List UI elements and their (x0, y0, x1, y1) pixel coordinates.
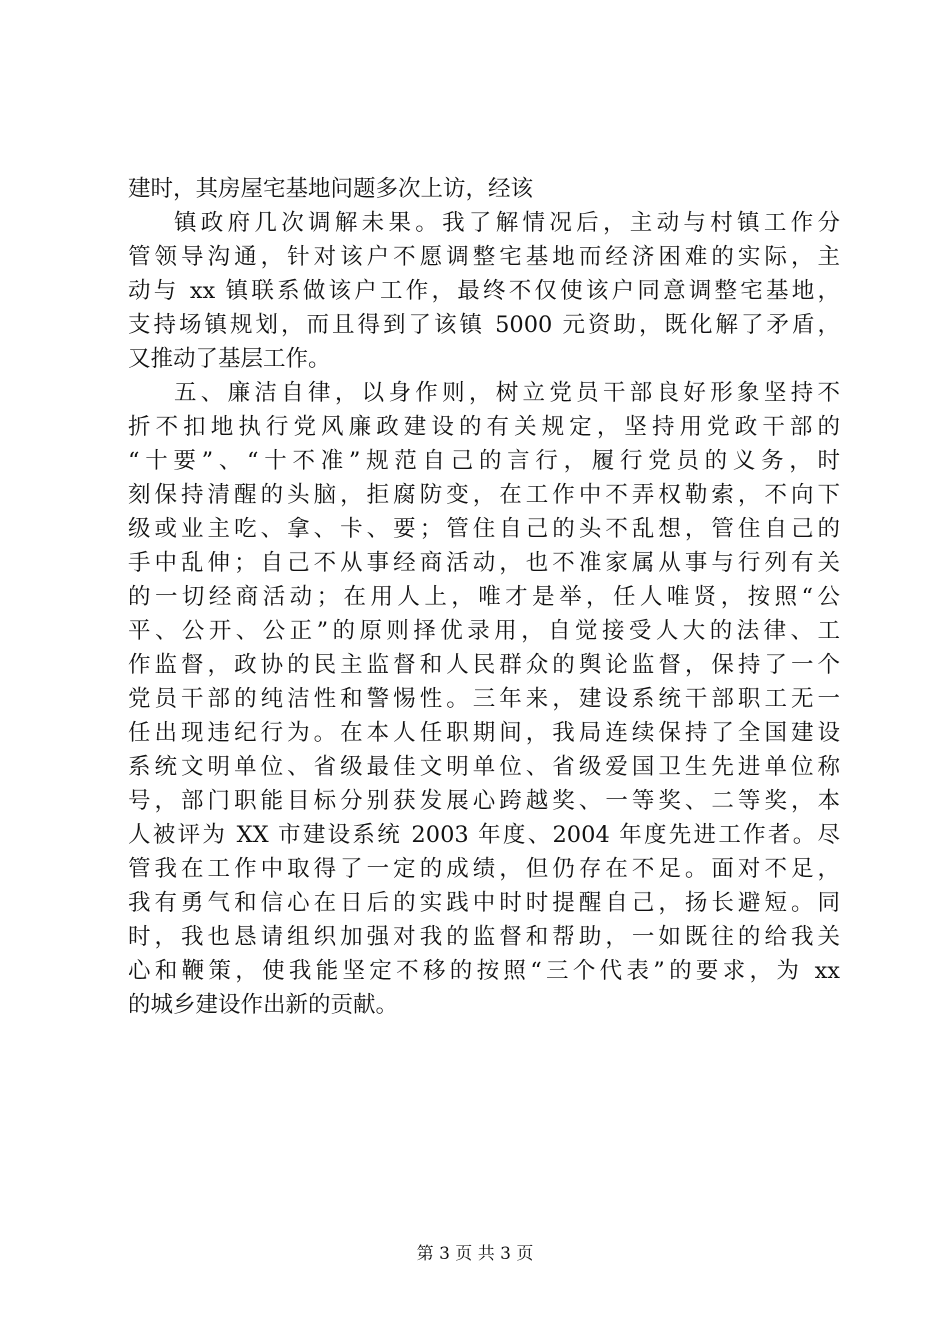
text-line: 系统文明单位、省级最佳文明单位、省级爱国卫生先进单位称 (128, 754, 840, 780)
text-line: 的一切经商活动；在用人上，唯才是举，任人唯贤，按照“公 (128, 584, 840, 610)
text-line: 建时，其房屋宅基地问题多次上访，经该 (128, 176, 534, 202)
text-line: 心和鞭策，使我能坚定不移的按照“三个代表”的要求，为 xx (128, 958, 840, 984)
text-line: 镇政府几次调解未果。我了解情况后，主动与村镇工作分 (174, 210, 840, 236)
text-line: 折不扣地执行党风廉政建设的有关规定，坚持用党政干部的 (128, 414, 840, 440)
text-line: 动与 xx 镇联系做该户工作，最终不仅使该户同意调整宅基地， (128, 278, 840, 304)
text-line: 作监督，政协的民主监督和人民群众的舆论监督，保持了一个 (128, 652, 840, 678)
text-line: “十要”、“十不准”规范自己的言行，履行党员的义务，时 (128, 448, 840, 474)
text-line: 人被评为 XX 市建设系统 2003 年度、2004 年度先进工作者。尽 (128, 822, 840, 848)
text-line: 时，我也恳请组织加强对我的监督和帮助，一如既往的给我关 (128, 924, 840, 950)
text-line: 的城乡建设作出新的贡献。 (128, 992, 399, 1018)
text-line: 刻保持清醒的头脑，拒腐防变，在工作中不弄权勒索，不向下 (128, 482, 840, 508)
text-line: 我有勇气和信心在日后的实践中时时提醒自己，扬长避短。同 (128, 890, 840, 916)
document-body (128, 172, 840, 1022)
text-line: 党员干部的纯洁性和警惕性。三年来，建设系统干部职工无一 (128, 686, 840, 712)
text-line: 号，部门职能目标分别获发展心跨越奖、一等奖、二等奖，本 (128, 788, 840, 814)
text-line: 平、公开、公正”的原则择优录用，自觉接受人大的法律、工 (128, 618, 840, 644)
text-line: 又推动了基层工作。 (128, 346, 331, 372)
text-line: 级或业主吃、拿、卡、要；管住自己的头不乱想，管住自己的 (128, 516, 840, 542)
text-line: 管我在工作中取得了一定的成绩，但仍存在不足。面对不足， (128, 856, 840, 882)
text-line: 管领导沟通，针对该户不愿调整宅基地而经济困难的实际，主 (128, 244, 840, 270)
text-line: 任出现违纪行为。在本人任职期间，我局连续保持了全国建设 (128, 720, 840, 746)
text-line: 支持场镇规划，而且得到了该镇 5000 元资助，既化解了矛盾， (128, 312, 840, 338)
page-number-footer: 第 3 页 共 3 页 (416, 1244, 534, 1264)
text-line: 五、廉洁自律，以身作则，树立党员干部良好形象坚持不 (174, 380, 840, 406)
text-line: 手中乱伸；自己不从事经商活动，也不准家属从事与行列有关 (128, 550, 840, 576)
